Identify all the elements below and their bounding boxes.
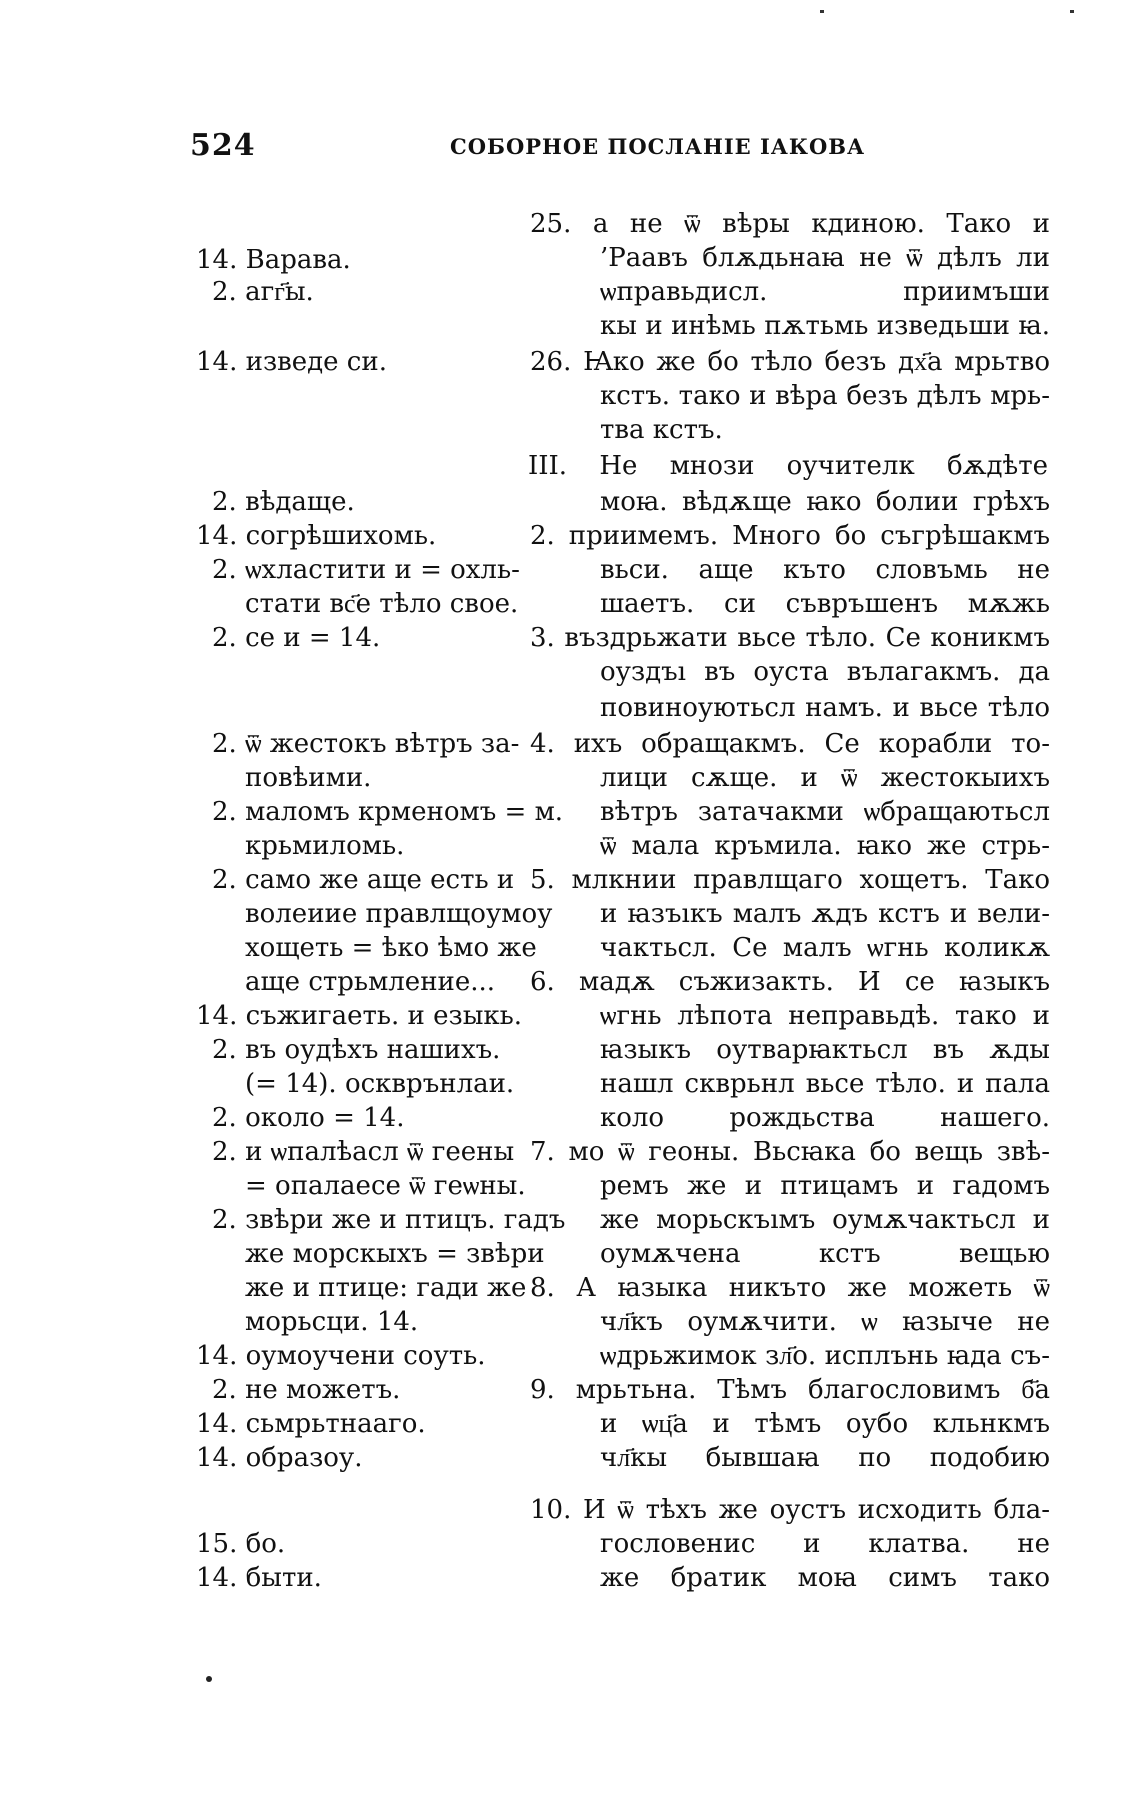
print-speck <box>1070 10 1074 13</box>
variant-line: 2. маломъ крменомъ = м. <box>212 797 564 827</box>
text-line: повиноуютьсл намъ. и вьсе тѣло <box>600 693 1050 723</box>
running-title: СОБОРНОЕ ПОСЛАНІЕ ІАКОВА <box>450 134 866 159</box>
text-line: ѡправьдисл. приимъши <box>600 277 1050 307</box>
variant-line: 15. бо. <box>196 1529 286 1559</box>
variant-line: 2. ѿ жестокъ вѣтръ за- <box>212 729 520 759</box>
text-line: вьси. аще къто словъмь не <box>600 555 1050 585</box>
variant-line: 2. звѣри же и птицъ. гадъ <box>212 1205 566 1235</box>
variant-line: 2. агг҃ы. <box>212 277 314 307</box>
text-line: ѿ мала кръмила. ꙗко же стрь- <box>600 831 1050 861</box>
variant-line: стати вс҃е тѣло свое. <box>245 589 519 619</box>
text-line: 6. мадѫ съжизакть. И се ꙗзыкъ <box>530 967 1050 997</box>
variant-line: повѣими. <box>245 763 372 793</box>
print-speck <box>206 1676 212 1682</box>
variant-line: же морскыхъ = звѣри <box>245 1239 545 1269</box>
text-line: 3. въздрьжати вьсе тѣло. Се коникмъ <box>530 623 1050 653</box>
text-line: шаетъ. си съвръшенъ мѫжь <box>600 589 1050 619</box>
page-header <box>190 128 1050 176</box>
text-line: тва кстъ. <box>600 415 723 445</box>
variant-line: 2. се и = 14. <box>212 623 381 653</box>
variant-line: = опалаесе ѿ геѡны. <box>245 1171 526 1201</box>
text-line: 4. ихъ обращакмъ. Се корабли то- <box>530 729 1050 759</box>
text-line: нашл скврьнл вьсе тѣло. и пала <box>600 1069 1050 1099</box>
variant-line: волеиие правлщоумоу <box>245 899 553 929</box>
variant-line: 14. Варава. <box>196 245 351 275</box>
variant-line: 2. не можетъ. <box>212 1375 401 1405</box>
variant-line: 14. согрѣшихомь. <box>196 521 437 551</box>
variant-line: (= 14). оскврънлаи. <box>245 1069 515 1099</box>
variant-line: 14. образоу. <box>196 1443 363 1473</box>
text-line: 7. мо ѿ геоны. Вьсꙗка бо вещь звѣ- <box>530 1137 1050 1167</box>
variant-line: 14. сьмрьтнааго. <box>196 1409 426 1439</box>
text-line: гословенис и клатва. не <box>600 1529 1050 1559</box>
text-line: оумѫчена кстъ вещью <box>600 1239 1050 1269</box>
text-line: же морьскъıмъ оумѫчактьсл и <box>600 1205 1050 1235</box>
variant-line: 2. и ѡпалѣасл ѿ геены <box>212 1137 515 1167</box>
text-line: и ѡц҃а и тѣмъ оубо кльнкмъ <box>600 1409 1050 1439</box>
variant-line: морьсци. 14. <box>245 1307 419 1337</box>
text-line: 2. приимемъ. Много бо съгрѣшакмъ <box>530 521 1050 551</box>
variant-line: 2. само же аще есть и <box>212 865 515 895</box>
text-line: III. Не мнози оучителк бѫдѣте <box>528 451 1048 481</box>
variant-line: же и птице: гади же <box>245 1273 527 1303</box>
text-line: ’Раавъ блѫдьнаꙗ не ѿ дѣлъ ли <box>600 243 1050 273</box>
text-line: оуздъı въ оуста вълагакмъ. да <box>600 657 1050 687</box>
text-line: коло рождьства нашего. <box>600 1103 1050 1133</box>
variant-line: 14. оумоучени соуть. <box>196 1341 486 1371</box>
text-line: 25. а не ѿ вѣры кдиною. Тако и <box>530 209 1050 239</box>
variant-line: 14. изведе си. <box>196 347 387 377</box>
text-line: лици сѫще. и ѿ жестокыихъ <box>600 763 1050 793</box>
text-line: ѡгнь лѣпота неправьдѣ. тако и <box>600 1001 1050 1031</box>
text-line: вѣтръ затачакми ѡбращаютьсл <box>600 797 1050 827</box>
variant-line: 2. ѡхластити и = охль- <box>212 555 520 585</box>
variant-line: аще стрьмление... <box>245 967 496 997</box>
variant-line: 2. въ оудѣхъ нашихъ. <box>212 1035 501 1065</box>
variant-line: 14. быти. <box>196 1563 322 1593</box>
text-line: 8. А ꙗзыка никъто же можеть ѿ <box>530 1273 1050 1303</box>
text-line: ремъ же и птицамъ и гадомъ <box>600 1171 1050 1201</box>
text-line: 10. И ѿ тѣхъ же оустъ исходить бла- <box>530 1495 1050 1525</box>
text-line: чл҃къ оумѫчити. ѡ ꙗзыче не <box>600 1307 1050 1337</box>
text-line: ꙗзыкъ оутварꙗктьсл въ ѫды <box>600 1035 1050 1065</box>
variant-line: крьмиломь. <box>245 831 405 861</box>
text-line: ѡдрьжимок зл҃о. исплънь ꙗда съ- <box>600 1341 1050 1371</box>
variant-line: 14. съжигаеть. и езыкь. <box>196 1001 523 1031</box>
text-line: чактьсл. Се малъ ѡгнь коликѫ <box>600 933 1050 963</box>
text-line: кстъ. тако и вѣра безъ дѣлъ мрь- <box>600 381 1050 411</box>
variant-line: 2. около = 14. <box>212 1103 405 1133</box>
text-line: 26. Ꙗко же бо тѣло безъ дх҃а мрьтво <box>530 347 1050 377</box>
variant-line: 2. вѣдаще. <box>212 487 355 517</box>
variant-line: хощеть = ѣко ѣмо же <box>245 933 537 963</box>
text-line: моꙗ. вѣдѫще ꙗко болии грѣхъ <box>600 487 1050 517</box>
text-line: 9. мрьтьна. Тѣмъ благословимъ б҃а <box>530 1375 1050 1405</box>
text-line: чл҃кы бывшаꙗ по подобию <box>600 1443 1050 1473</box>
text-line: же братик моꙗ симъ тако <box>600 1563 1050 1593</box>
text-line: 5. млкнии правлщаго хощетъ. Тако <box>530 865 1050 895</box>
page-number: 524 <box>190 128 256 163</box>
text-line: кы и инѣмь пѫтьмь изведьши ꙗ. <box>600 311 1050 341</box>
print-speck <box>820 10 824 13</box>
text-line: и ꙗзъıкъ малъ ѫдъ кстъ и вели- <box>600 899 1050 929</box>
